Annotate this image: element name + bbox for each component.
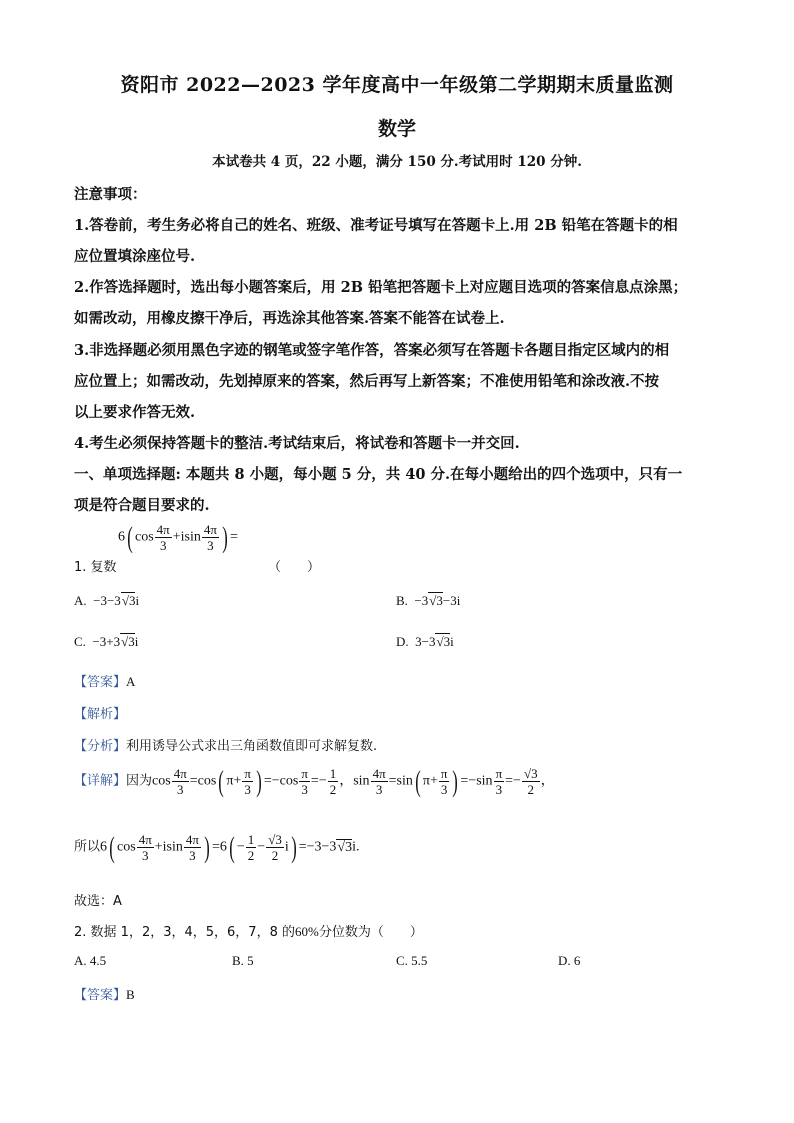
q1-conclusion: 所以6( cos $\frac{4\pi}{3}$ +isin $\frac{4\pi}{3}$ ) =6( − $\frac{1}{2}$ − $\frac{√3}{2}$ i) =−3−3√3i.	[74, 830, 360, 864]
q1-fenxi	[74, 735, 377, 754]
q1-option-c: C. −3+3√3i	[74, 634, 139, 649]
exam-info: 本试卷共 4 页，22 小题，满分 150 分.考试用时 120 分钟.	[212, 154, 582, 170]
fenxi-tag: 【分析】	[74, 739, 127, 754]
note-line: 3.非选择题必须用黑色字迹的钢笔或签字笔作答，答案必须写在答题卡各题目指定区域内的相	[74, 342, 670, 359]
q2-answer	[74, 984, 135, 1003]
q2-stem: 2. 数据 1，2，3，4，5，6，7，8 的60%分位数为（ ）	[74, 924, 423, 940]
q2-option-b: B. 5	[232, 953, 254, 968]
note-line: 4.考生必须保持答题卡的整洁.考试结束后，将试卷和答题卡一并交回.	[74, 435, 520, 452]
analysis-tag: 【解析】	[74, 707, 127, 722]
answer-value: B	[126, 987, 135, 1002]
q1-detail: 【详解】因为cos $\frac{4\pi}{3}$ =cos( π+ $\frac{\pi}{3}$ ) =−cos $\frac{\pi}{3}$ =− $\frac{1}{2}$ ，sin $\frac{4\pi}{3}$ =sin( π+ $\frac{\pi}{3}$ ) =−sin $\frac{\pi}{3}$ =− $\frac{√3}{2}$ ，	[74, 764, 555, 798]
page-title: 资阳市 2022—2023 学年度高中一年级第二学期期末质量监测	[120, 74, 674, 96]
note-line: 应位置上；如需改动，先划掉原来的答案，然后再写上新答案；不准使用铅笔和涂改液.不按	[74, 373, 660, 390]
q2-option-c: C. 5.5	[396, 953, 428, 968]
detail-tag: 【详解】	[74, 773, 127, 789]
subject-title: 数学	[377, 118, 416, 140]
note-line: 以上要求作答无效.	[74, 404, 196, 421]
note-line: 2.作答选择题时，选出每小题答案后，用 2B 铅笔把答题卡上对应题目选项的答案信息点涂黑；	[74, 279, 688, 296]
q1-blank: （ ）	[268, 560, 321, 575]
q2-option-a: A. 4.5	[74, 953, 107, 968]
notes-heading: 注意事项：	[74, 186, 147, 203]
fenxi-text: 利用诱导公式求出三角函数值即可求解复数.	[126, 739, 378, 754]
note-line: 应位置填涂座位号.	[74, 248, 196, 265]
note-line: 1.答卷前，考生务必将自己的姓名、班级、准考证号填写在答题卡上.用 2B 铅笔在答题卡的相	[74, 217, 678, 234]
q1-choice: 故选：A	[74, 894, 122, 909]
q1-option-b: B. −3√3−3i	[396, 593, 461, 608]
section-heading: 一、单项选择题: 本题共 8 小题，每小题 5 分，共 40 分.在每小题给出的四个选项中，只有一	[74, 466, 683, 483]
q1-option-a: A. −3−3√3i	[74, 593, 140, 608]
note-line: 如需改动，用橡皮擦干净后，再选涂其他答案.答案不能答在试卷上.	[74, 310, 505, 327]
answer-value: A	[126, 674, 136, 689]
q1-formula: 6( cos $\frac{4\pi}{3}$ +isin $\frac{4\pi}{3}$ ) =	[118, 520, 238, 554]
q1-stem: 1. 复数	[74, 560, 117, 575]
q1-answer	[74, 671, 135, 690]
answer-tag: 【答案】	[74, 988, 127, 1003]
q2-option-d: D. 6	[558, 953, 581, 968]
section-heading-cont: 项是符合题目要求的.	[74, 497, 210, 514]
q1-option-d: D. 3−3√3i	[396, 634, 454, 649]
answer-tag: 【答案】	[74, 675, 127, 690]
